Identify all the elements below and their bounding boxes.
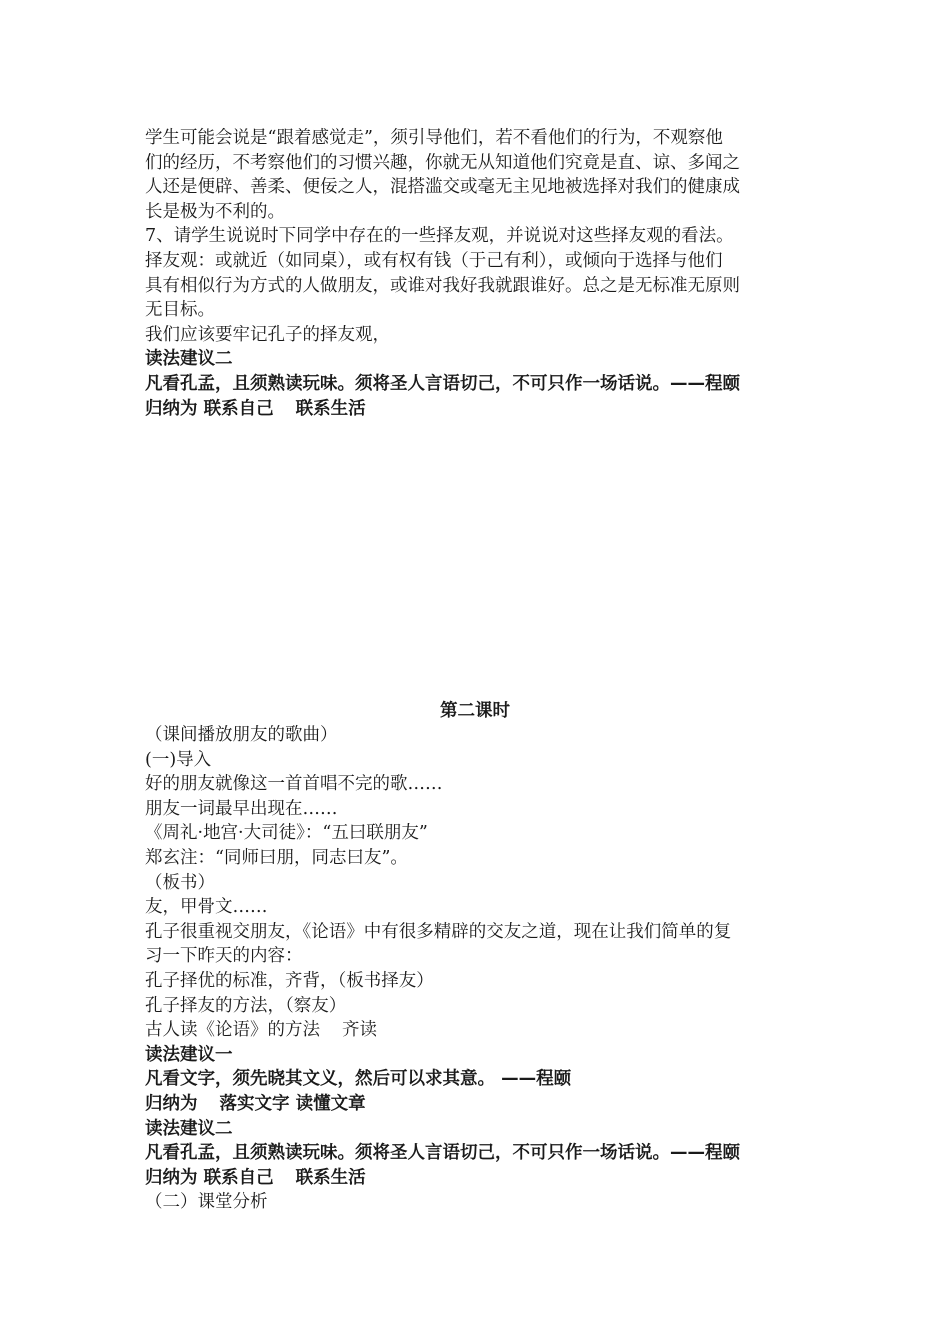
summary-text: 归纳为 (145, 1093, 198, 1114)
paragraph-line: 友，甲骨文…… (145, 897, 268, 918)
paragraph-line: （二）课堂分析 (145, 1192, 268, 1213)
method-text: 齐读 (342, 1020, 377, 1041)
paragraph-line: 无目标。 (145, 300, 215, 321)
summary-text: 联系生活 (295, 398, 366, 419)
paragraph-line: 《周礼·地宫·大司徒》：“五曰联朋友” (145, 823, 428, 844)
section-title: 第二课时 (440, 701, 510, 721)
part1-body (145, 126, 805, 421)
method-text: 古人读《论语》的方法 (145, 1020, 320, 1041)
paragraph-line: 长是极为不利的。 (145, 201, 285, 222)
paragraph-line: 具有相似行为方式的人做朋友，或谁对我好我就跟谁好。总之是无标准无原则 (145, 275, 740, 296)
paragraph-line: 择友观：或就近（如同桌），或有权有钱（于己有利），或倾向于选择与他们 (145, 250, 723, 271)
paragraph-line: （板书） (145, 872, 215, 893)
reading-suggestion-heading: 读法建议二 (145, 1118, 233, 1139)
paragraph-line: 朋友一词最早出现在…… (145, 798, 338, 819)
paragraph-line: (一)导入 (145, 749, 212, 770)
reading-suggestion-summary (145, 1092, 805, 1117)
paragraph-line: （课间播放朋友的歌曲） (145, 725, 338, 745)
summary-text: 联系生活 (295, 1167, 366, 1188)
paragraph-line: 孔子择友的方法，（察友） (145, 995, 347, 1016)
paragraph-line: 们的经历，不考察他们的习惯兴趣，你就无从知道他们究竟是直、谅、多闻之 (145, 152, 740, 173)
reading-suggestion-summary (145, 1166, 805, 1191)
paragraph-line: 好的朋友就像这一首首唱不完的歌…… (145, 774, 443, 795)
reading-suggestion-quote: 凡看文字，须先晓其文义，然后可以求其意。 ——程颐 (145, 1069, 572, 1090)
paragraph-line: 孔子择优的标准，齐背，（板书择友） (145, 970, 434, 991)
reading-suggestion-summary (145, 397, 805, 422)
paragraph-line: 7、请学生说说时下同学中存在的一些择友观，并说说对这些择友观的看法。 (145, 226, 734, 247)
paragraph-line: 习一下昨天的内容： (145, 946, 303, 967)
reading-suggestion-heading: 读法建议一 (145, 1044, 233, 1065)
paragraph-line: 孔子很重视交朋友，《论语》中有很多精辟的交友之道，现在让我们简单的复 (145, 921, 732, 942)
reading-suggestion-quote: 凡看孔孟，且须熟读玩味。须将圣人言语切己，不可只作一场话说。——程颐 (145, 373, 740, 394)
paragraph-line: 人还是便辟、善柔、便佞之人，混搭滥交或毫无主见地被选择对我们的健康成 (145, 177, 740, 198)
paragraph-line: 郑玄注：“同师曰朋，同志曰友”。 (145, 847, 408, 868)
reading-suggestion-quote: 凡看孔孟，且须熟读玩味。须将圣人言语切己，不可只作一场话说。——程颐 (145, 1143, 740, 1164)
paragraph-line: 学生可能会说是“跟着感觉走”，须引导他们，若不看他们的行为，不观察他 (145, 128, 723, 148)
summary-text: 落实文字 读懂文章 (219, 1093, 366, 1114)
summary-text: 归纳为 联系自己 (145, 398, 274, 419)
reading-suggestion-heading: 读法建议二 (145, 349, 233, 370)
paragraph-line: 我们应该要牢记孔子的择友观， (145, 324, 390, 345)
summary-text: 归纳为 联系自己 (145, 1167, 274, 1188)
paragraph-line (145, 1018, 805, 1043)
part2-body (145, 723, 805, 1215)
